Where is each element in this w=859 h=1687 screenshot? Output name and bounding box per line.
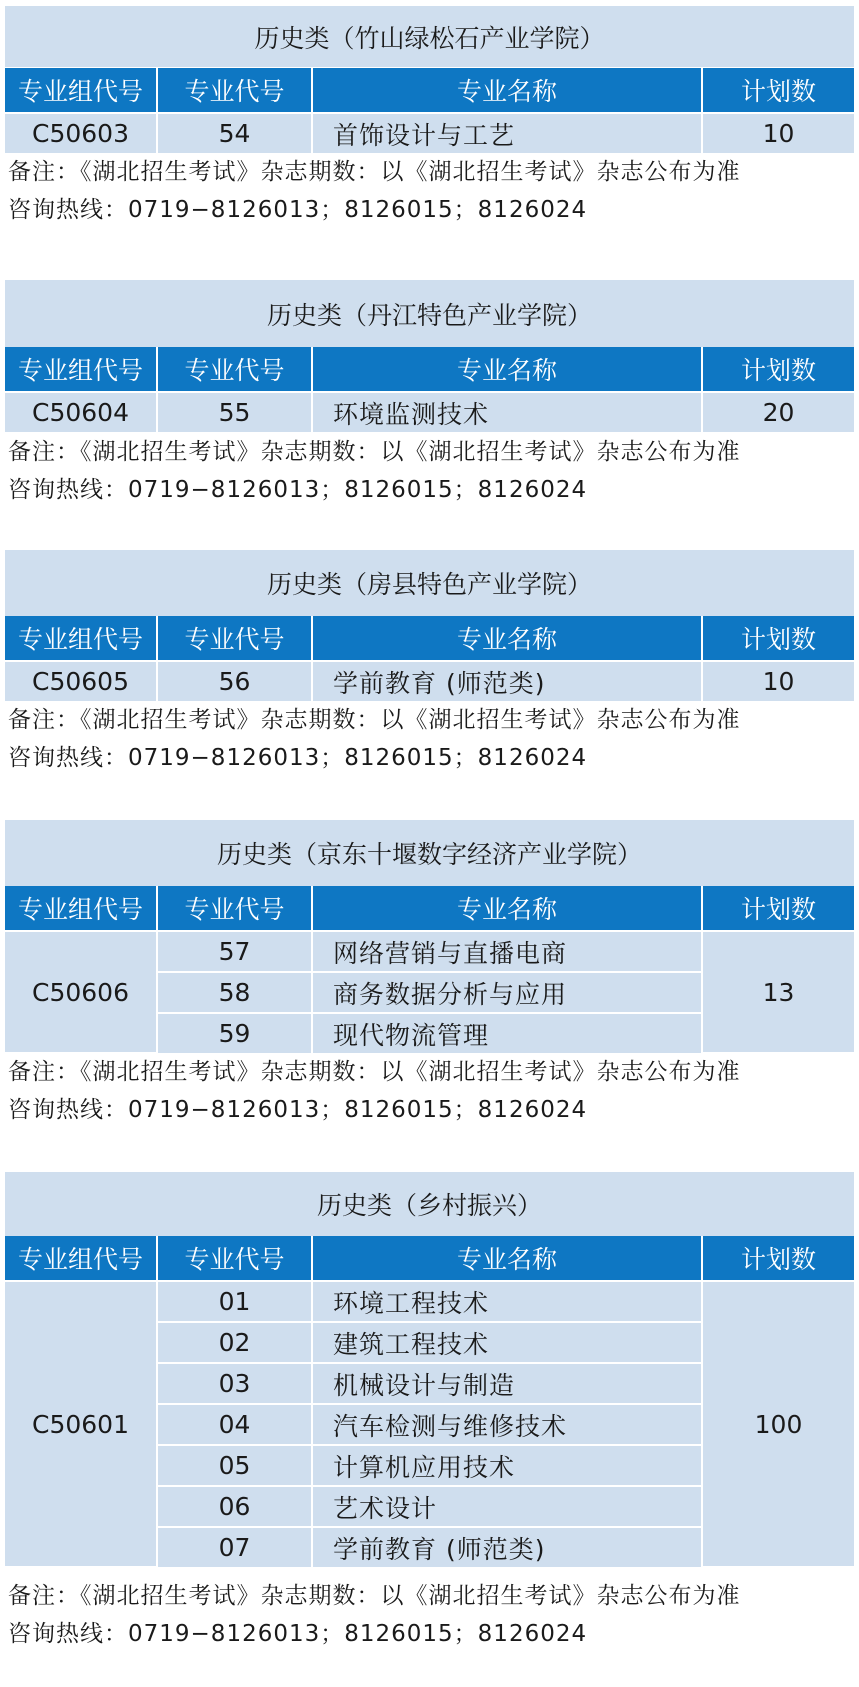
header-plan-count: 计划数: [702, 68, 854, 113]
table-row: [5, 392, 854, 432]
header-group-code: 专业组代号: [5, 347, 157, 392]
remark-note: 备注：《湖北招生考试》杂志期数：以《湖北招生考试》杂志公布为准: [8, 439, 741, 465]
major-name: 学前教育 (师范类): [312, 1527, 702, 1567]
contact-hotline: 咨询热线：0719−8126013；8126015；8126024: [8, 477, 588, 503]
table-header-row: [5, 886, 854, 931]
header-group-code: 专业组代号: [5, 886, 157, 931]
major-code: 57: [157, 931, 312, 972]
major-name: 网络营销与直播电商: [312, 931, 702, 972]
plan-count: 20: [702, 392, 854, 432]
header-plan-count: 计划数: [702, 1236, 854, 1281]
remark-note: 备注：《湖北招生考试》杂志期数：以《湖北招生考试》杂志公布为准: [8, 1583, 741, 1609]
major-code: 55: [157, 392, 312, 432]
header-major-name: 专业名称: [312, 616, 702, 661]
major-code: 05: [157, 1445, 312, 1486]
header-group-code: 专业组代号: [5, 68, 157, 113]
major-name: 建筑工程技术: [312, 1322, 702, 1363]
plan-table: [5, 1236, 854, 1568]
section-title: 历史类（房县特色产业学院）: [5, 550, 854, 616]
major-name: 首饰设计与工艺: [312, 113, 702, 153]
section-title: 历史类（乡村振兴）: [5, 1172, 854, 1236]
remark-note: 备注：《湖北招生考试》杂志期数：以《湖北招生考试》杂志公布为准: [8, 1059, 741, 1085]
remark-note: 备注：《湖北招生考试》杂志期数：以《湖北招生考试》杂志公布为准: [8, 159, 741, 185]
plan-table: [5, 68, 854, 153]
contact-hotline: 咨询热线：0719−8126013；8126015；8126024: [8, 1621, 588, 1647]
header-major-name: 专业名称: [312, 1236, 702, 1281]
group-code: C50606: [5, 931, 157, 1053]
contact-hotline: 咨询热线：0719−8126013；8126015；8126024: [8, 197, 588, 223]
table-row: [5, 1281, 854, 1322]
group-code: C50601: [5, 1281, 157, 1567]
section-title: 历史类（京东十堰数字经济产业学院）: [5, 820, 854, 886]
plan-count: 13: [702, 931, 854, 1053]
major-code: 02: [157, 1322, 312, 1363]
major-name: 环境工程技术: [312, 1281, 702, 1322]
group-code: C50604: [5, 392, 157, 432]
table-row: [5, 931, 854, 972]
plan-count: 10: [702, 113, 854, 153]
contact-hotline: 咨询热线：0719−8126013；8126015；8126024: [8, 745, 588, 771]
section-title: 历史类（丹江特色产业学院）: [5, 280, 854, 347]
header-plan-count: 计划数: [702, 616, 854, 661]
plan-count: 10: [702, 661, 854, 701]
header-major-code: 专业代号: [157, 68, 312, 113]
plan-table: [5, 616, 854, 701]
major-code: 59: [157, 1013, 312, 1053]
major-name: 机械设计与制造: [312, 1363, 702, 1404]
major-name: 计算机应用技术: [312, 1445, 702, 1486]
table-row: [5, 113, 854, 153]
header-major-code: 专业代号: [157, 347, 312, 392]
major-code: 01: [157, 1281, 312, 1322]
remark-note: 备注：《湖北招生考试》杂志期数：以《湖北招生考试》杂志公布为准: [8, 707, 741, 733]
table-header-row: [5, 616, 854, 661]
header-plan-count: 计划数: [702, 347, 854, 392]
major-code: 06: [157, 1486, 312, 1527]
header-major-name: 专业名称: [312, 68, 702, 113]
major-code: 56: [157, 661, 312, 701]
group-code: C50603: [5, 113, 157, 153]
plan-table: [5, 347, 854, 432]
major-code: 54: [157, 113, 312, 153]
header-plan-count: 计划数: [702, 886, 854, 931]
plan-count: 100: [702, 1281, 854, 1567]
table-row: [5, 661, 854, 701]
major-code: 58: [157, 972, 312, 1013]
header-group-code: 专业组代号: [5, 616, 157, 661]
major-name: 环境监测技术: [312, 392, 702, 432]
plan-table: [5, 886, 854, 1054]
header-major-code: 专业代号: [157, 616, 312, 661]
section-title: 历史类（竹山绿松石产业学院）: [5, 6, 854, 67]
header-major-name: 专业名称: [312, 347, 702, 392]
major-code: 07: [157, 1527, 312, 1567]
major-name: 现代物流管理: [312, 1013, 702, 1053]
major-code: 04: [157, 1404, 312, 1445]
table-header-row: [5, 347, 854, 392]
major-name: 汽车检测与维修技术: [312, 1404, 702, 1445]
table-header-row: [5, 1236, 854, 1281]
header-group-code: 专业组代号: [5, 1236, 157, 1281]
major-code: 03: [157, 1363, 312, 1404]
group-code: C50605: [5, 661, 157, 701]
table-header-row: [5, 68, 854, 113]
major-name: 艺术设计: [312, 1486, 702, 1527]
header-major-code: 专业代号: [157, 886, 312, 931]
major-name: 商务数据分析与应用: [312, 972, 702, 1013]
major-name: 学前教育 (师范类): [312, 661, 702, 701]
header-major-code: 专业代号: [157, 1236, 312, 1281]
header-major-name: 专业名称: [312, 886, 702, 931]
contact-hotline: 咨询热线：0719−8126013；8126015；8126024: [8, 1097, 588, 1123]
